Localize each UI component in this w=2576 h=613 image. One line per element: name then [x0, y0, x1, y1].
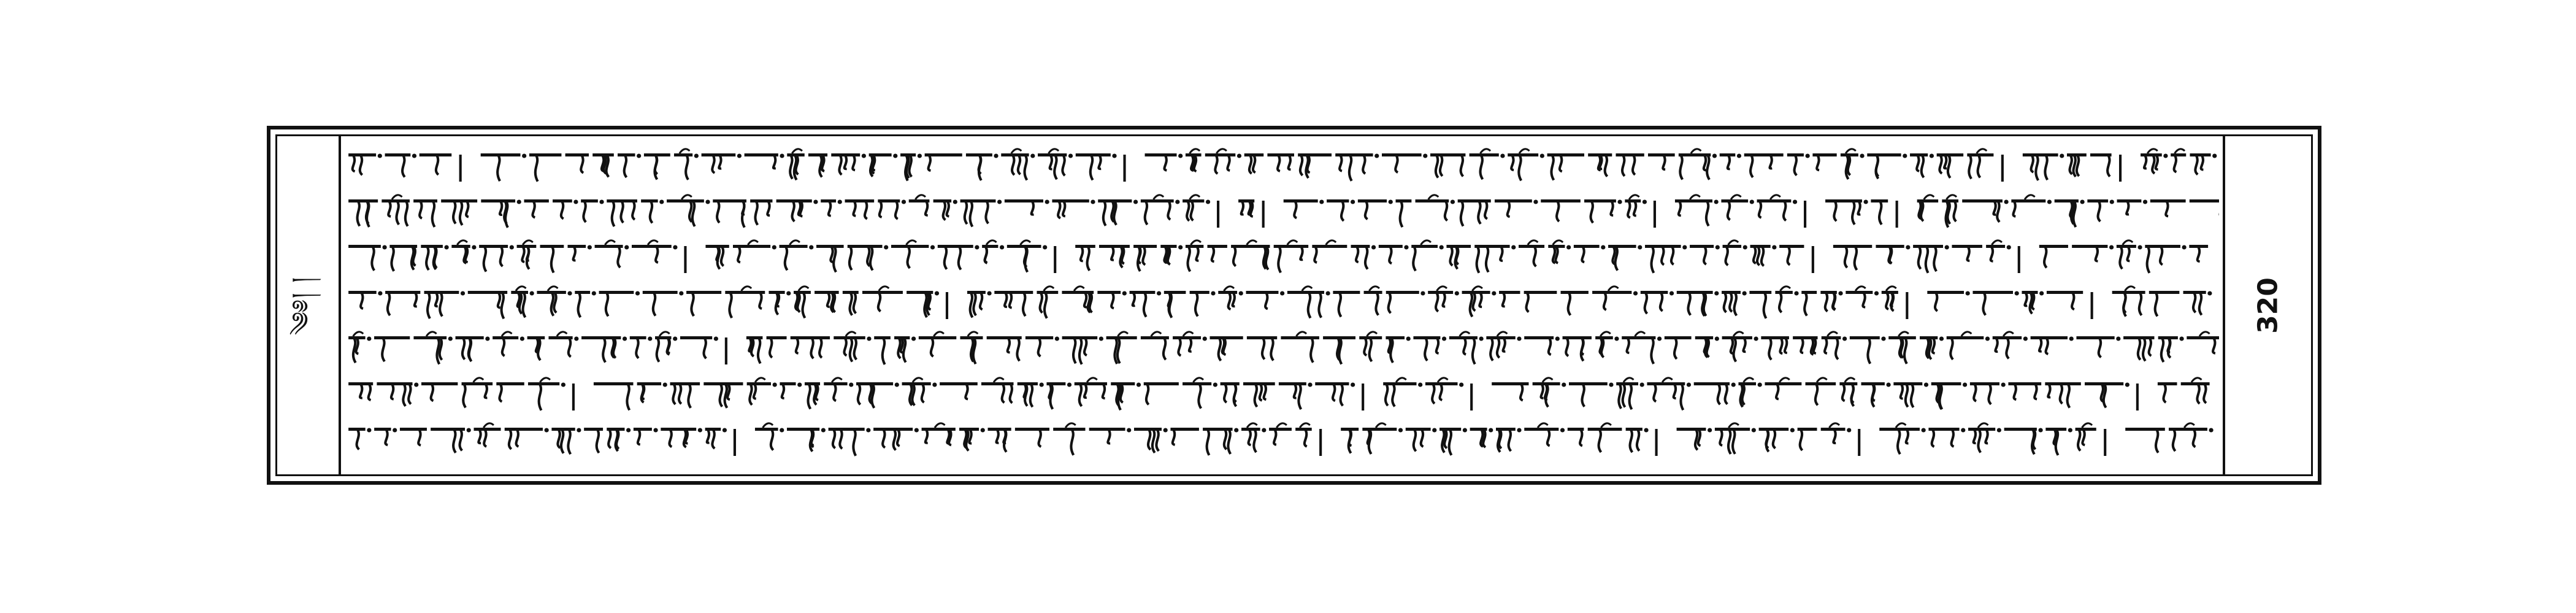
- tibetan-text-line: [346, 330, 2219, 372]
- tibetan-script-glyphs: [346, 330, 2219, 372]
- pecha-folio: [267, 126, 2321, 485]
- tibetan-text-line: [346, 147, 2219, 189]
- page-number: 320: [2252, 277, 2284, 334]
- tibetan-script-glyphs: [346, 285, 2219, 326]
- tibetan-text-line: [346, 193, 2219, 235]
- tibetan-text-block: [346, 147, 2219, 463]
- tibetan-text-line: [346, 285, 2219, 326]
- tibetan-script-glyphs: [346, 422, 2219, 463]
- tibetan-text-line: [346, 376, 2219, 418]
- tibetan-script-glyphs: [346, 239, 2219, 280]
- tibetan-script-glyphs: [346, 376, 2219, 418]
- tibetan-script-glyphs: [346, 193, 2219, 235]
- tibetan-text-line: [346, 239, 2219, 280]
- tibetan-script-glyphs: [346, 147, 2219, 189]
- tibetan-text-line: [346, 422, 2219, 463]
- folio-inner-frame: [275, 134, 2313, 476]
- right-margin: [2223, 136, 2311, 474]
- margin-label: ༄༅། །: [287, 276, 316, 335]
- left-margin: [277, 136, 341, 474]
